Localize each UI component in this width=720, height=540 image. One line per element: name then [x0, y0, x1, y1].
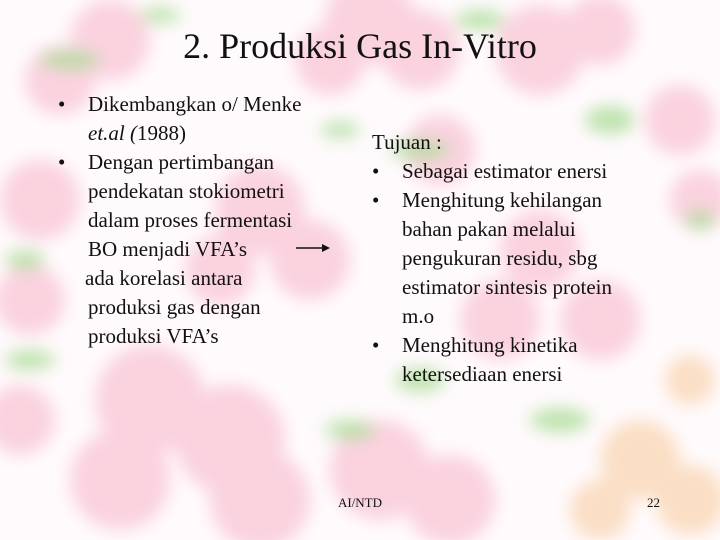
bullet-icon: •: [372, 159, 380, 183]
bullet-icon: •: [58, 92, 66, 116]
left-bullet-2-line-4: BO menjadi VFA’s: [88, 237, 248, 261]
bullet-icon: •: [58, 150, 66, 174]
right-heading: Tujuan :: [372, 130, 442, 154]
left-plain-line-2: produksi gas dengan: [88, 295, 261, 319]
right-bullet-1: [372, 157, 672, 186]
right-bullet-2-line-1: Menghitung kehilangan: [402, 188, 603, 212]
slide-title: 2. Produksi Gas In-Vitro: [183, 26, 537, 66]
right-bullet-3-line-1: Menghitung kinetika: [402, 333, 578, 357]
citation-italic: et.al (: [88, 121, 137, 145]
right-bullet-2: [372, 186, 672, 331]
right-bullet-2-line-4: estimator sintesis protein: [402, 275, 612, 299]
left-bullet-2-line-3: dalam proses fermentasi: [88, 208, 293, 232]
left-plain-line-1: ada korelasi antara: [85, 266, 243, 290]
right-bullet-2-line-3: pengukuran residu, sbg: [402, 246, 598, 270]
right-bullet-3-line-2: ketersediaan enersi: [402, 362, 563, 386]
left-bullet-1-line-1: Dikembangkan o/ Menke: [88, 92, 302, 116]
citation-year: 1988): [136, 121, 186, 145]
left-bullet-1: [58, 90, 358, 148]
slide-number: 22: [647, 495, 660, 510]
left-bullet-1-line-2: [88, 119, 358, 148]
right-column: [372, 128, 672, 389]
right-bullet-2-line-5: m.o: [402, 304, 435, 328]
left-column: [58, 90, 358, 351]
left-bullet-2-line-1: Dengan pertimbangan: [88, 150, 275, 174]
right-bullet-3: [372, 331, 672, 389]
bullet-icon: •: [372, 333, 380, 357]
left-plain-line-3: produksi VFA’s: [88, 324, 219, 348]
right-bullet-1-line-1: Sebagai estimator enersi: [402, 159, 608, 183]
bullet-icon: •: [372, 188, 380, 212]
arrow-right-icon: [296, 241, 330, 255]
right-bullet-2-line-2: bahan pakan melalui: [402, 217, 576, 241]
left-bullet-2-line-2: pendekatan stokiometri: [88, 179, 285, 203]
footer-author: AI/NTD: [337, 495, 383, 510]
